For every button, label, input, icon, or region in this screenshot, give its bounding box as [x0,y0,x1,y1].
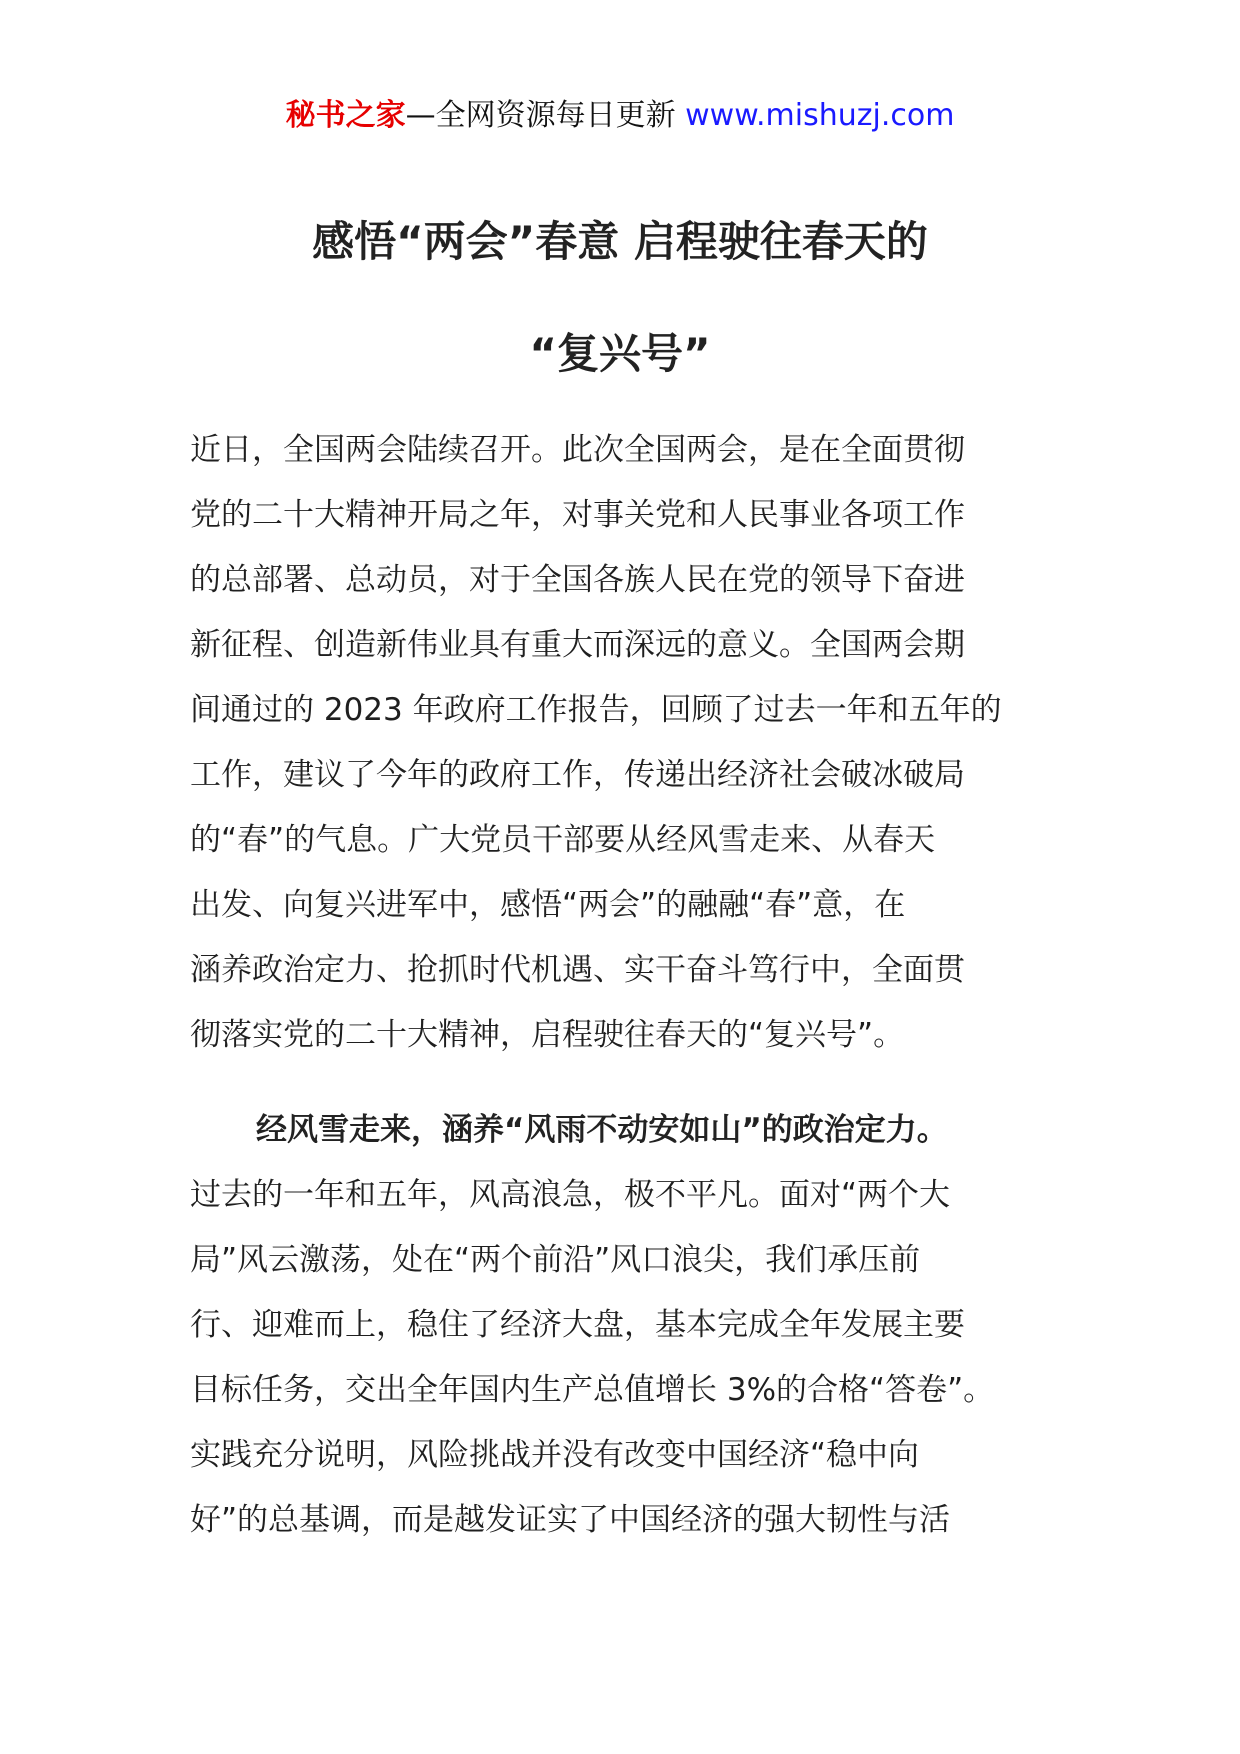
text-line: 行、迎难而上，稳住了经济大盘，基本完成全年发展主要 [190,1307,965,1343]
text-line: 的“春”的气息。广大党员干部要从经风雪走来、从春天 [190,822,936,858]
header-tagline: —全网资源每日更新 [405,98,676,133]
document-title-line-1: 感悟“两会”春意 启程驶往春天的 [312,217,928,266]
text-line: 出发、向复兴进军中，感悟“两会”的融融“春”意，在 [190,887,906,923]
text-line: 涵养政治定力、抢抓时代机遇、实干奋斗笃行中，全面贯 [190,952,965,988]
text-line: 过去的一年和五年，风高浪急，极不平凡。面对“两个大 [190,1177,951,1213]
text-line: 彻落实党的二十大精神，启程驶往春天的“复兴号”。 [190,1017,905,1053]
site-url-link[interactable]: www.mishuzj.com [685,98,955,133]
text-line: 目标任务，交出全年国内生产总值增长 3%的合格“答卷”。 [190,1372,995,1408]
text-line: 新征程、创造新伟业具有重大而深远的意义。全国两会期 [190,627,965,663]
text-line: 实践充分说明，风险挑战并没有改变中国经济“稳中向 [190,1437,920,1473]
text-line: 好”的总基调，而是越发证实了中国经济的强大韧性与活 [190,1502,951,1538]
text-line: 局”风云激荡，处在“两个前沿”风口浪尖，我们承压前 [190,1242,921,1278]
text-line: 近日，全国两会陆续召开。此次全国两会，是在全面贯彻 [190,432,965,468]
text-line: 的总部署、总动员，对于全国各族人民在党的领导下奋进 [190,562,965,598]
text-line: 工作，建议了今年的政府工作，传递出经济社会破冰破局 [190,757,965,793]
document-title-line-2: “复兴号” [529,329,711,378]
text-line: 党的二十大精神开局之年，对事关党和人民事业各项工作 [190,497,965,533]
text-line: 间通过的 2023 年政府工作报告，回顾了过去一年和五年的 [190,692,1002,728]
brand-name: 秘书之家 [285,98,406,133]
paragraph-intro [190,418,1090,1068]
paragraph-section-1 [190,1098,1090,1553]
site-header [0,96,1240,136]
section-heading: 经风雪走来，涵养“风雨不动安如山”的政治定力。 [256,1112,948,1148]
